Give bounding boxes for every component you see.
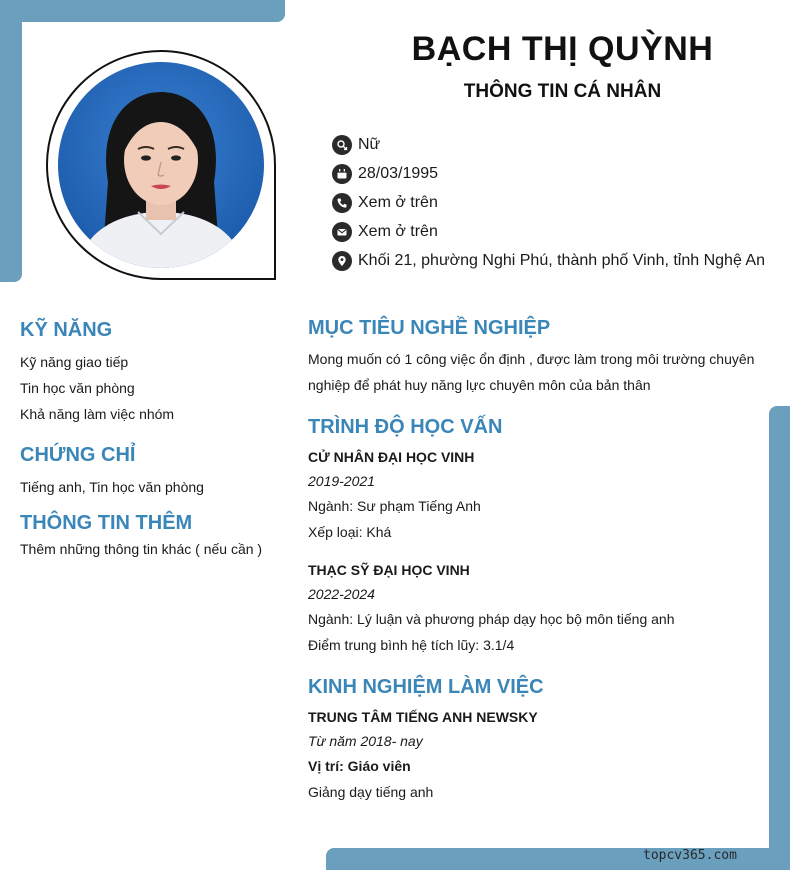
education-period: 2022-2024 bbox=[308, 586, 375, 602]
skill-item: Khả năng làm việc nhóm bbox=[20, 406, 175, 422]
phone-icon bbox=[332, 193, 352, 213]
frame-bar-top bbox=[0, 0, 285, 22]
frame-bar-left bbox=[0, 0, 22, 282]
skill-item: Tin học văn phòng bbox=[20, 380, 135, 396]
education-school: THẠC SỸ ĐẠI HỌC VINH bbox=[308, 562, 470, 578]
contact-phone bbox=[332, 188, 782, 217]
education-school: CỬ NHÂN ĐẠI HỌC VINH bbox=[308, 449, 475, 465]
experience-position: Vị trí: Giáo viên bbox=[308, 758, 411, 774]
experience-period: Từ năm 2018- nay bbox=[308, 733, 423, 749]
extra-info-item: Thêm những thông tin khác ( nếu cần ) bbox=[20, 541, 263, 557]
contact-birthday bbox=[332, 159, 782, 188]
extra-info-heading: THÔNG TIN THÊM bbox=[20, 512, 193, 534]
contact-gender bbox=[332, 130, 782, 159]
education-major: Ngành: Lý luận và phương pháp dạy học bộ môn tiếng anh bbox=[308, 611, 675, 627]
contact-address bbox=[332, 246, 782, 275]
education-period: 2019-2021 bbox=[308, 473, 375, 489]
experience-heading: KINH NGHIỆM LÀM VIỆC bbox=[308, 676, 544, 698]
objective-text: Mong muốn có 1 công việc ổn định , được làm trong môi trường chuyên nghiệp để phát huy năng lực chuyên môn của bản thân bbox=[308, 351, 755, 393]
certificate-item: Tiếng anh, Tin học văn phòng bbox=[20, 479, 204, 495]
contact-birthday-text: 28/03/1995 bbox=[358, 164, 439, 182]
contact-email bbox=[332, 217, 782, 246]
frame-bar-right bbox=[769, 406, 790, 870]
education-heading: TRÌNH ĐỘ HỌC VẤN bbox=[308, 416, 503, 438]
education-detail: Điểm trung bình hệ tích lũy: 3.1/4 bbox=[308, 637, 515, 653]
contact-list bbox=[332, 130, 782, 275]
personal-info-heading: THÔNG TIN CÁ NHÂN bbox=[463, 81, 662, 102]
skill-item: Kỹ năng giao tiếp bbox=[20, 354, 129, 370]
experience-description: Giảng dạy tiếng anh bbox=[308, 784, 434, 800]
objective-heading: MỤC TIÊU NGHỀ NGHIỆP bbox=[308, 317, 551, 339]
portrait-illustration bbox=[58, 62, 264, 268]
education-detail: Xếp loại: Khá bbox=[308, 524, 392, 540]
location-icon bbox=[332, 251, 352, 271]
gender-icon bbox=[332, 135, 352, 155]
candidate-name: BẠCH THỊ QUỲNH bbox=[411, 30, 714, 68]
contact-phone-text: Xem ở trên bbox=[358, 193, 438, 211]
watermark-text: topcv365.com bbox=[643, 848, 737, 863]
education-major: Ngành: Sư phạm Tiếng Anh bbox=[308, 498, 481, 514]
certificates-heading: CHỨNG CHỈ bbox=[20, 444, 136, 466]
calendar-icon bbox=[332, 164, 352, 184]
experience-company: TRUNG TÂM TIẾNG ANH NEWSKY bbox=[308, 709, 538, 725]
profile-photo bbox=[58, 62, 264, 268]
contact-email-text: Xem ở trên bbox=[358, 222, 438, 240]
skills-heading: KỸ NĂNG bbox=[20, 319, 113, 341]
email-icon bbox=[332, 222, 352, 242]
contact-gender-text: Nữ bbox=[358, 135, 381, 153]
contact-address-text: Khối 21, phường Nghi Phú, thành phố Vinh, tỉnh Nghệ An bbox=[358, 251, 765, 269]
